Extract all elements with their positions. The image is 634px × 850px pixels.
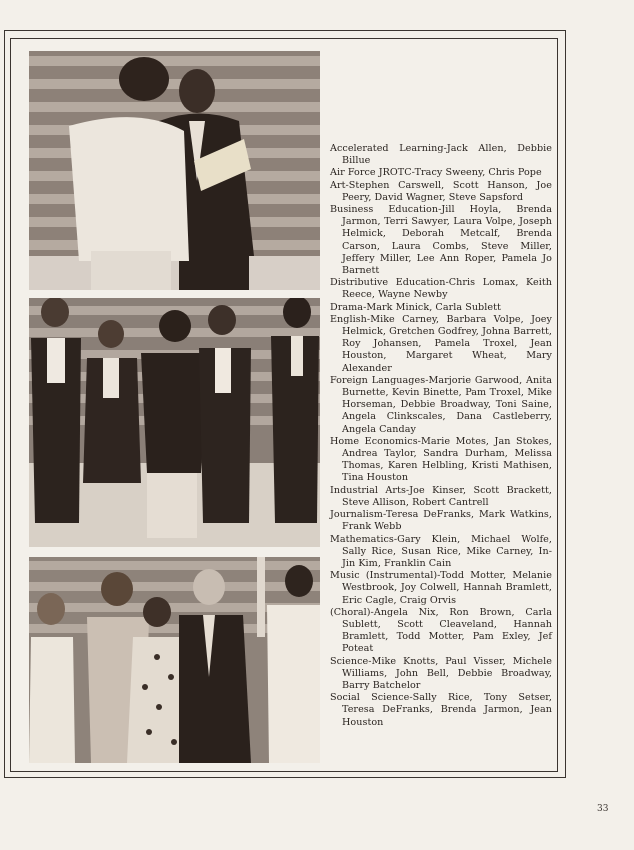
- page-number: 33: [597, 804, 609, 814]
- award-entry: Science-Mike Knotts, Paul Visser, Michele Williams, John Bell, Debbie Broadway, Barry Batchelor: [330, 655, 552, 691]
- awards-list: [330, 143, 552, 729]
- award-entry: Drama-Mark Minick, Carla Sublett: [330, 301, 501, 313]
- award-entry: (Choral)-Angela Nix, Ron Brown, Carla Sublett, Scott Cleaveland, Hannah Bramlett, Todd Motter, Pam Exley, Jef Poteat: [330, 606, 552, 655]
- award-entry: Foreign Languages-Marjorie Garwood, Anita Burnette, Kevin Binette, Pam Troxel, Mike Horseman, Debbie Broadway, Toni Saine, Angela Clinkscales, Dana Castleberry, Angela Canday: [330, 374, 552, 435]
- award-entry: English-Mike Carney, Barbara Volpe, Joey Helmick, Gretchen Godfrey, Johna Barrett, Roy Johansen, Pamela Troxel, Jean Houston, Margaret Wheat, Mary Alexander: [330, 313, 552, 374]
- photo-presentation: [29, 557, 320, 763]
- award-entry: Art-Stephen Carswell, Scott Hanson, Joe Peery, David Wagner, Steve Sapsford: [330, 179, 552, 203]
- photo-handshake: [29, 51, 320, 290]
- award-entry: Business Education-Jill Hoyla, Brenda Jarmon, Terri Sawyer, Laura Volpe, Joseph Helmick, Deborah Metcalf, Brenda Carson, Laura Combs, Steve Miller, Jeffery Miller, Lee Ann Roper, Pamela Jo Barnett: [330, 204, 552, 277]
- award-entry: Journalism-Teresa DeFranks, Mark Watkins, Frank Webb: [330, 509, 552, 533]
- award-entry: Home Economics-Marie Motes, Jan Stokes, Andrea Taylor, Sandra Durham, Melissa Thomas, Karen Helbling, Kristi Mathisen, Tina Houston: [330, 435, 552, 484]
- award-entry: Distributive Education-Chris Lomax, Keith Reece, Wayne Newby: [330, 277, 552, 301]
- award-entry: Industrial Arts-Joe Kinser, Scott Brackett, Steve Allison, Robert Cantrell: [330, 484, 552, 508]
- award-entry: Accelerated Learning-Jack Allen, Debbie Billue: [330, 143, 552, 167]
- award-entry: Music (Instrumental)-Todd Motter, Melanie Westbrook, Joy Colwell, Hannah Bramlett, Eric Cagle, Craig Orvis: [330, 570, 552, 606]
- award-entry: Social Science-Sally Rice, Tony Setser, Teresa DeFranks, Brenda Jarmon, Jean Houston: [330, 692, 552, 728]
- award-entry: Mathematics-Gary Klein, Michael Wolfe, Sally Rice, Susan Rice, Mike Carney, In-Jin Kim, Franklin Cain: [330, 533, 552, 569]
- award-entry: Air Force JROTC-Tracy Sweeny, Chris Pope: [330, 167, 542, 179]
- photo-group-award: [29, 298, 320, 547]
